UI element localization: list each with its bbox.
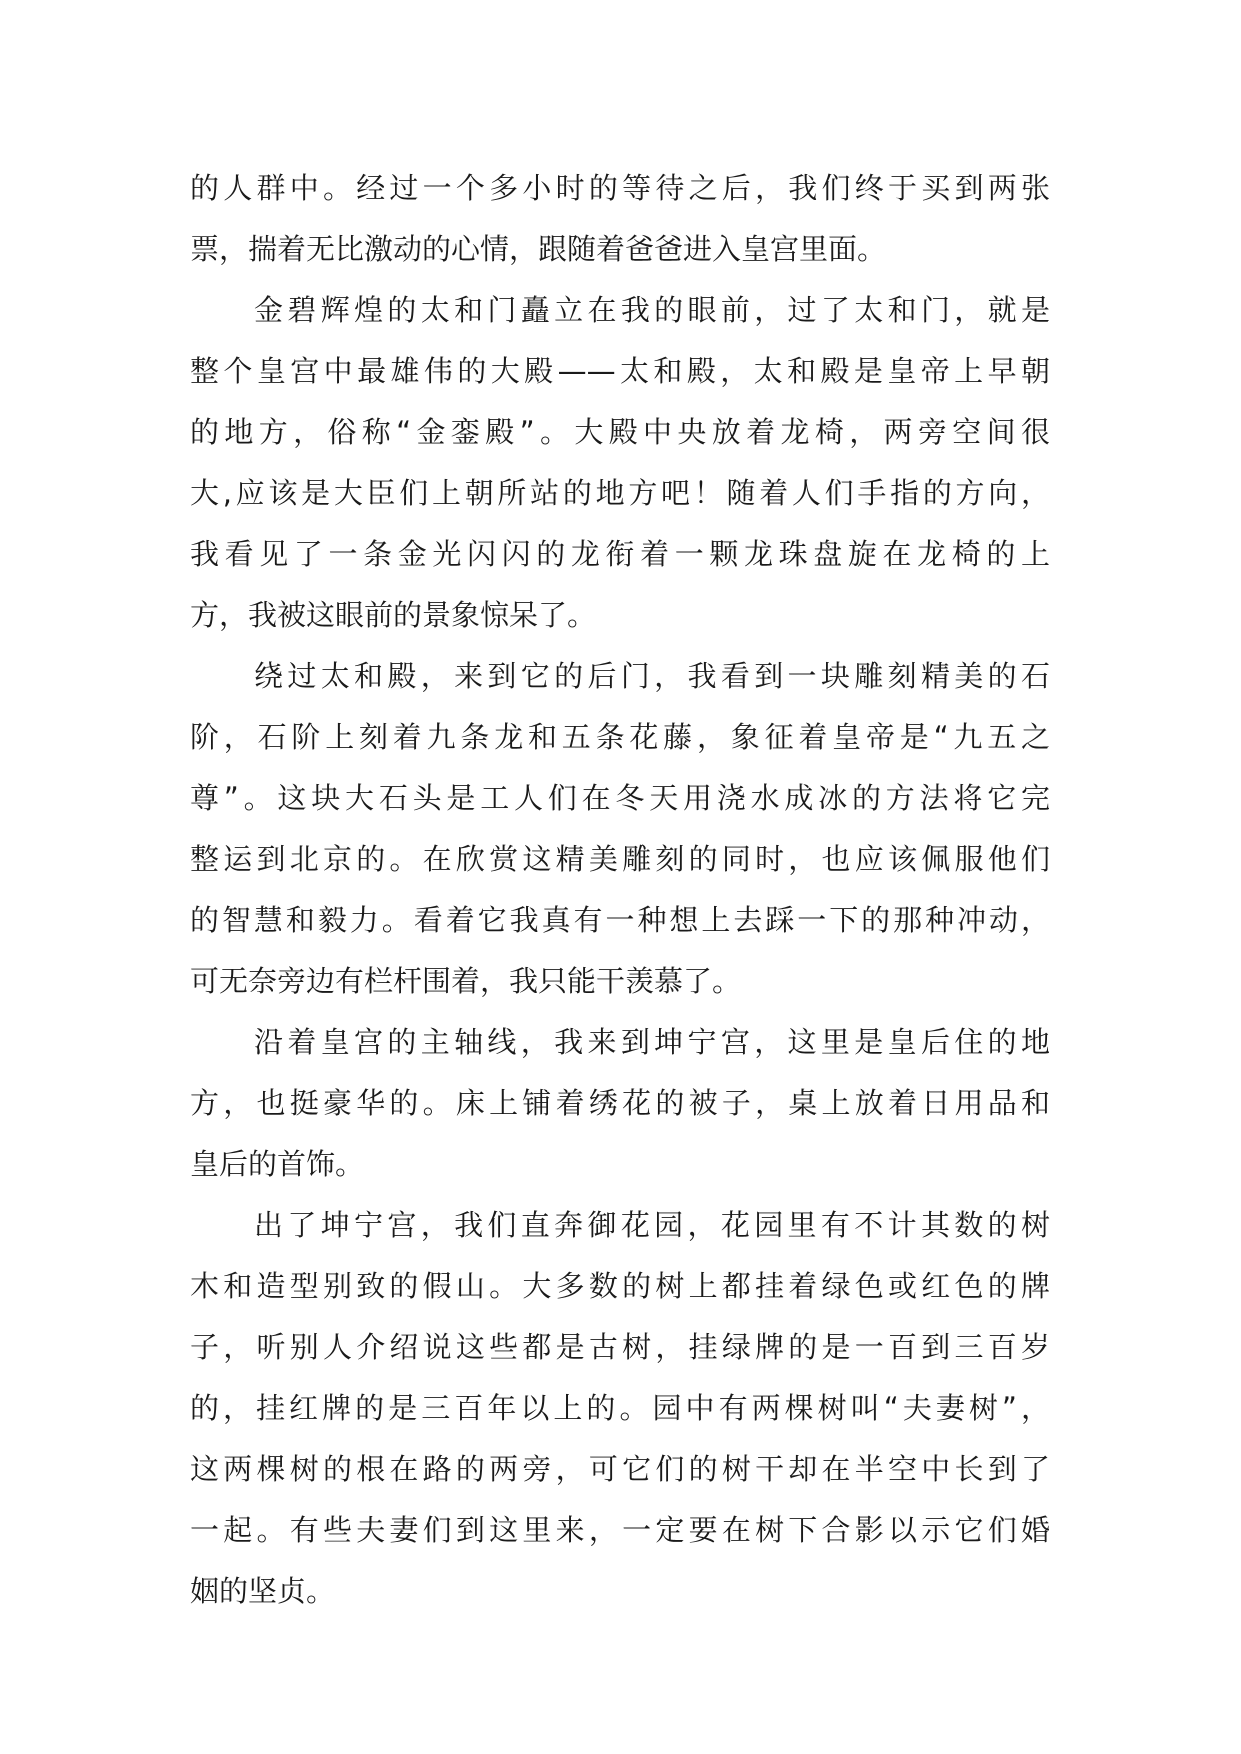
text-line: 阶，石阶上刻着九条龙和五条花藤，象征着皇帝是“九五之 [190,720,1050,754]
text-line: 大,应该是大臣们上朝所站的地方吧！随着人们手指的方向， [190,476,1050,510]
text-line: 的智慧和毅力。看着它我真有一种想上去踩一下的那种冲动， [190,903,1050,937]
text-line: 的人群中。经过一个多小时的等待之后，我们终于买到两张 [190,171,1050,205]
text-line: 整个皇宫中最雄伟的大殿——太和殿，太和殿是皇帝上早朝 [190,354,1050,388]
text-line: 沿着皇宫的主轴线，我来到坤宁宫，这里是皇后住的地 [254,1025,1050,1059]
text-line: 皇后的首饰。 [190,1147,365,1181]
document-body [190,158,1050,1622]
text-line: 子，听别人介绍说这些都是古树，挂绿牌的是一百到三百岁 [190,1330,1050,1364]
text-line: 姻的坚贞。 [190,1574,336,1608]
text-line: 的，挂红牌的是三百年以上的。园中有两棵树叫“夫妻树”， [190,1391,1050,1425]
text-line: 这两棵树的根在路的两旁，可它们的树干却在半空中长到了 [190,1452,1050,1486]
text-line: 出了坤宁宫，我们直奔御花园，花园里有不计其数的树 [254,1208,1050,1242]
text-line: 绕过太和殿，来到它的后门，我看到一块雕刻精美的石 [254,659,1050,693]
text-line: 方，也挺豪华的。床上铺着绣花的被子，桌上放着日用品和 [190,1086,1050,1120]
text-line: 我看见了一条金光闪闪的龙衔着一颗龙珠盘旋在龙椅的上 [190,537,1050,571]
text-line: 的地方，俗称“金銮殿”。大殿中央放着龙椅，两旁空间很 [190,415,1050,449]
text-line: 尊”。这块大石头是工人们在冬天用浇水成冰的方法将它完 [190,781,1050,815]
text-line: 票，揣着无比激动的心情，跟随着爸爸进入皇宫里面。 [190,232,887,266]
text-line: 整运到北京的。在欣赏这精美雕刻的同时，也应该佩服他们 [190,842,1050,876]
text-line: 方，我被这眼前的景象惊呆了。 [190,598,597,632]
text-line: 金碧辉煌的太和门矗立在我的眼前，过了太和门，就是 [254,293,1050,327]
text-line: 一起。有些夫妻们到这里来，一定要在树下合影以示它们婚 [190,1513,1050,1547]
text-line: 可无奈旁边有栏杆围着，我只能干羡慕了。 [190,964,742,998]
text-line: 木和造型别致的假山。大多数的树上都挂着绿色或红色的牌 [190,1269,1050,1303]
